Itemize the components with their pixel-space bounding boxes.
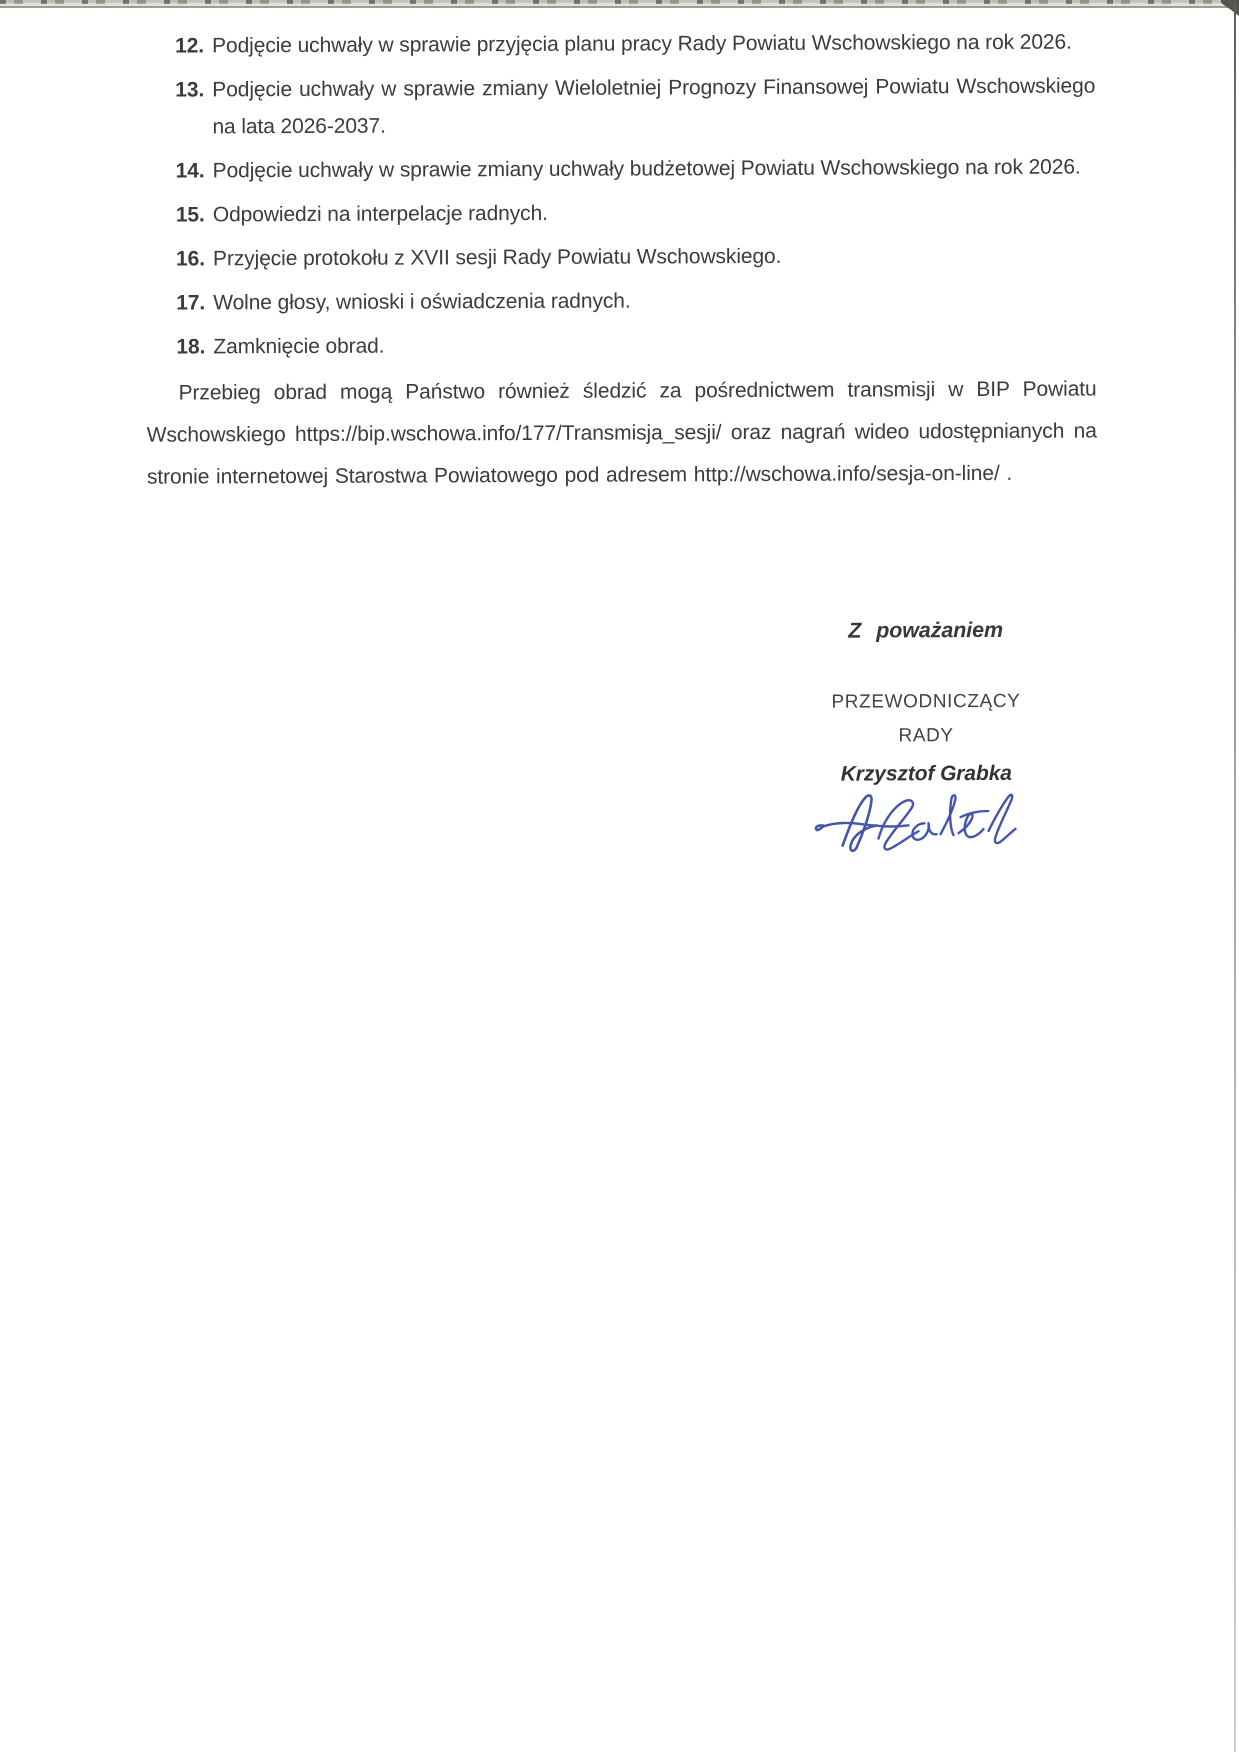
agenda-item-text: Podjęcie uchwały w sprawie zmiany Wieloletniej Prognozy Finansowej Powiatu Wschowskiego na lata 2026-2037.: [212, 74, 1096, 139]
agenda-list-item: [145, 68, 1095, 146]
signer-role-subtitle: RADY: [898, 725, 954, 747]
agenda-item-text: Odpowiedzi na interpelacje radnych.: [212, 201, 548, 227]
broadcast-info-paragraph: Przebieg obrad mogą Państwo również śledzić za pośrednictwem transmisji w BIP Powiatu Wschowskiego https://bip.wschowa.info/177/Transmisja_sesji/ oraz nagrań wideo udostępnianych na stronie internetowej Starostwa Powiatowego pod adresem http://wschowa.info/sesja-on-line/ .: [146, 377, 1097, 489]
agenda-item-text: Wolne głosy, wnioski i oświadczenia radnych.: [213, 289, 631, 315]
agenda-list-item: [145, 24, 1095, 65]
agenda-list-item: [146, 237, 1096, 278]
agenda-list-item: [146, 149, 1096, 190]
agenda-list-item: [146, 281, 1096, 322]
agenda-item-number: 16.: [175, 247, 205, 271]
scan-top-speckle-artifact: [0, 0, 1239, 4]
agenda-item-number: 15.: [175, 203, 205, 227]
document-body: [145, 24, 1099, 863]
signer-role-title: PRZEWODNICZĄCY: [831, 690, 1021, 713]
signature-area: [754, 789, 1076, 860]
agenda-item-number: 17.: [176, 291, 206, 315]
agenda-item-text: Zamknięcie obrad.: [213, 334, 385, 359]
agenda-item-text: Podjęcie uchwały w sprawie zmiany uchwały budżetowej Powiatu Wschowskiego na rok 2026.: [212, 155, 1081, 183]
agenda-item-number: 12.: [175, 34, 205, 58]
agenda-list-item: [146, 193, 1096, 234]
agenda-list: [145, 24, 1096, 366]
agenda-item-number: 18.: [176, 335, 206, 359]
agenda-list-item: [146, 325, 1096, 366]
agenda-item-text: Podjęcie uchwały w sprawie przyjęcia planu pracy Rady Powiatu Wschowskiego na rok 2026.: [212, 30, 1072, 58]
scan-right-edge-line: [1234, 4, 1236, 1752]
signer-name: Krzysztof Grabka: [840, 761, 1012, 786]
handwritten-signature-icon: [812, 789, 1018, 860]
agenda-item-number: 13.: [175, 78, 205, 102]
closing-salutation: Z poważaniem: [848, 617, 1004, 643]
closing-block: [776, 619, 1077, 860]
agenda-item-text: Przyjęcie protokołu z XVII sesji Rady Powiatu Wschowskiego.: [212, 244, 782, 271]
agenda-item-number: 14.: [175, 159, 205, 183]
